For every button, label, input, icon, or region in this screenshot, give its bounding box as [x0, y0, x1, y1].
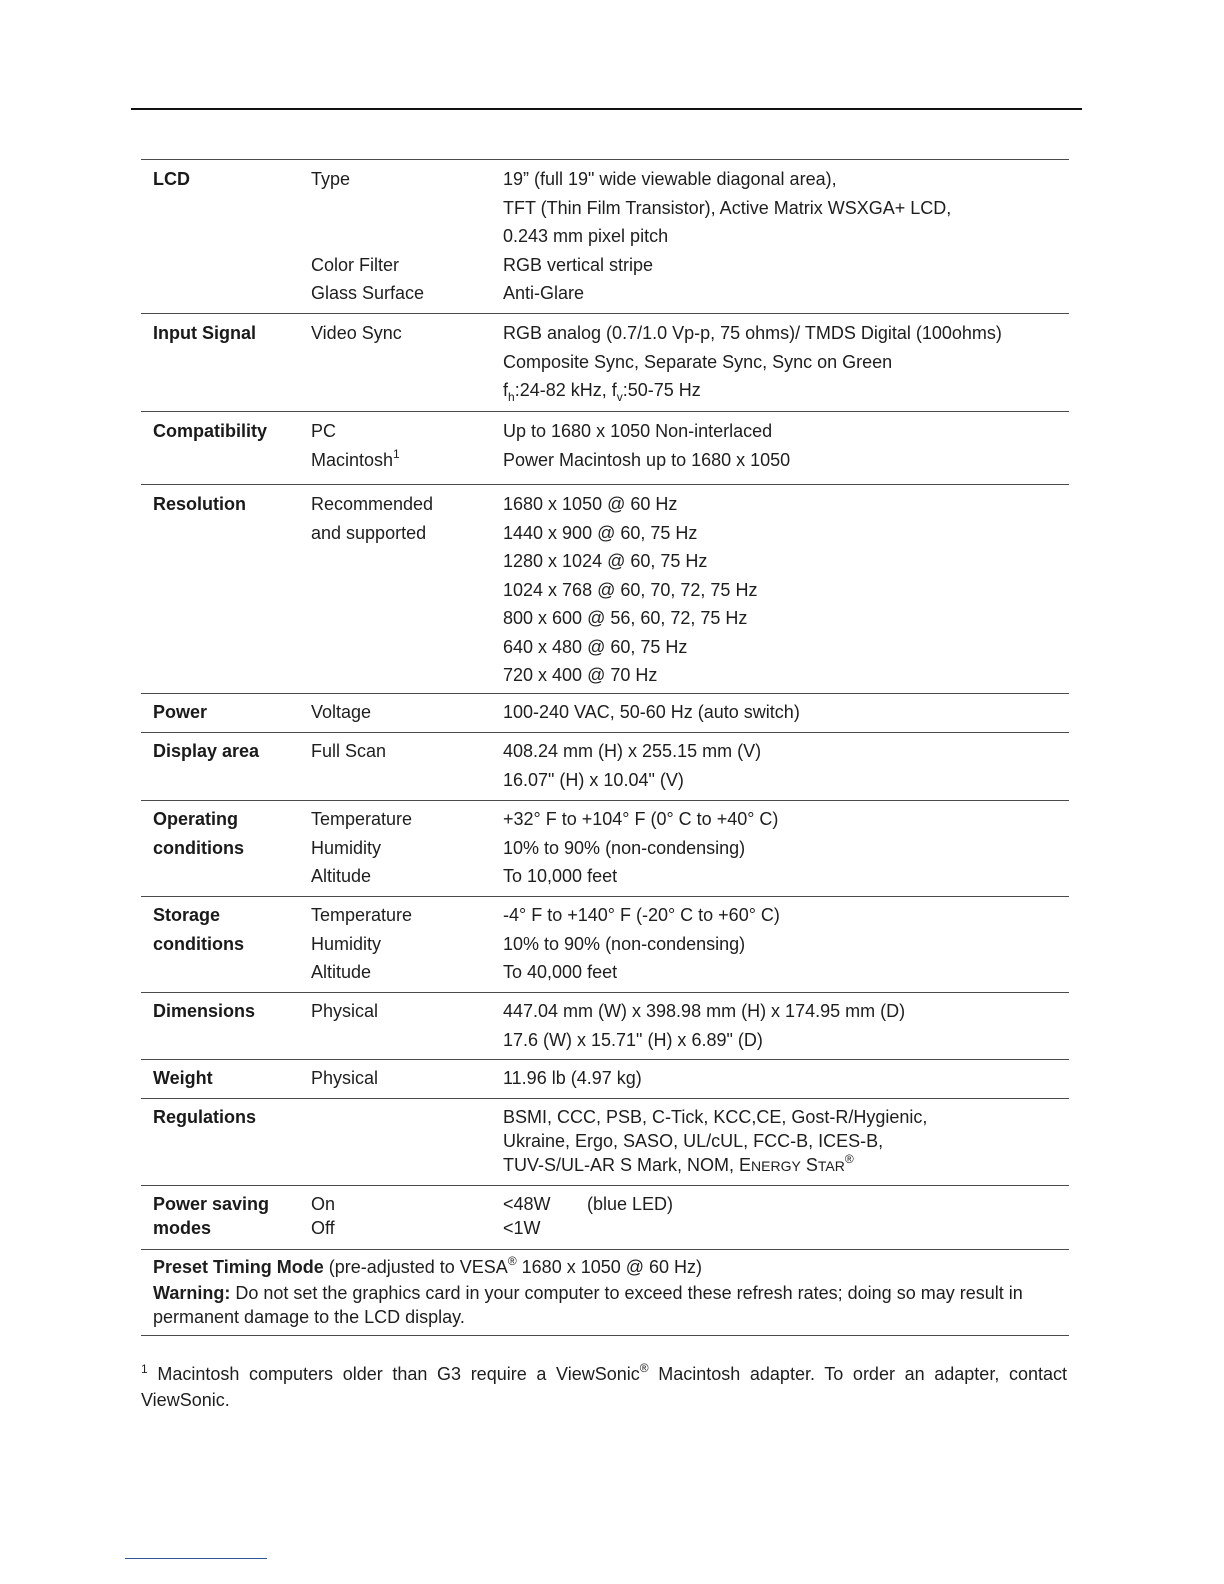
sub-label: Glass Surface: [311, 283, 425, 303]
frequency-line: $f_h:24-82$ kHz, $f_v:50-75$ Hz: [503, 380, 701, 404]
value-line: <48W (blue LED): [503, 1194, 674, 1214]
section-operating-conditions: [141, 800, 1069, 896]
warning-text: Warning: Do not set the graphics card in your computer to exceed these refresh rates; doing so may result in permanent damage to the LCD display.: [153, 1283, 1023, 1327]
section-label: Power: [153, 702, 208, 722]
value-line: TUV-S/UL-AR S Mark, NOM, ENERGY STAR®: [503, 1152, 854, 1175]
section-display-area: [141, 732, 1069, 800]
value-line: 408.24 mm (H) x 255.15 mm (V): [503, 741, 762, 761]
value-line: RGB vertical stripe: [503, 254, 654, 275]
header-rule: [131, 108, 1082, 110]
sub-label: Temperature: [311, 905, 413, 925]
value-line: 10% to 90% (non-condensing): [503, 837, 746, 858]
value-line: 800 x 600 @ 56, 60, 72, 75 Hz: [503, 608, 748, 628]
value-line: -4° F to +140° F (-20° C to +60° C): [503, 905, 780, 925]
value-line: Anti-Glare: [503, 283, 585, 303]
specifications-table: [141, 159, 1069, 1336]
value-line: Power Macintosh up to 1680 x 1050: [503, 449, 791, 470]
sub-label: Full Scan: [311, 741, 387, 761]
section-regulations: [141, 1098, 1069, 1185]
footnote-marker: 1: [393, 446, 400, 461]
sub-label: Temperature: [311, 809, 413, 829]
value-line: Composite Sync, Separate Sync, Sync on Green: [503, 351, 893, 372]
sub-label: Color Filter: [311, 254, 400, 275]
sub-label: Video Sync: [311, 323, 402, 343]
sub-label: On: [311, 1194, 336, 1214]
section-label: Compatibility: [153, 421, 268, 441]
value-line: +32° F to +104° F (0° C to +40° C): [503, 809, 779, 829]
value-line: 720 x 400 @ 70 Hz: [503, 665, 658, 685]
value-line: 17.6 (W) x 15.71" (H) x 6.89" (D): [503, 1029, 763, 1050]
value-line: BSMI, CCC, PSB, C-Tick, KCC,CE, Gost-R/Hygienic,: [503, 1107, 928, 1127]
value-line: 1680 x 1050 @ 60 Hz: [503, 494, 678, 514]
sub-label: Humidity: [311, 933, 382, 954]
sub-label: PC: [311, 421, 337, 441]
sub-label: Humidity: [311, 837, 382, 858]
sub-label: and supported: [311, 522, 427, 543]
section-dimensions: [141, 992, 1069, 1059]
section-label: Resolution: [153, 494, 246, 514]
section-power: [141, 693, 1069, 732]
sub-label: Off: [311, 1218, 335, 1238]
sub-label: Physical: [311, 1001, 379, 1021]
value-line: 0.243 mm pixel pitch: [503, 226, 669, 246]
value-line: 447.04 mm (W) x 398.98 mm (H) x 174.95 mm (D): [503, 1001, 906, 1021]
section-label: Regulations: [153, 1107, 257, 1127]
value-line: 100-240 VAC, 50-60 Hz (auto switch): [503, 702, 800, 722]
section-label: Power saving modes: [153, 1194, 270, 1238]
value-line: 640 x 480 @ 60, 75 Hz: [503, 636, 688, 657]
value-line: Up to 1680 x 1050 Non-interlaced: [503, 421, 773, 441]
section-input-signal: [141, 313, 1069, 411]
section-label: Dimensions: [153, 1001, 256, 1021]
energy-star-mark: ENERGY STAR®: [739, 1152, 854, 1175]
value-line: 11.96 lb (4.97 kg): [503, 1068, 642, 1088]
section-label: LCD: [153, 169, 190, 189]
value-line: 1280 x 1024 @ 60, 75 Hz: [503, 551, 708, 571]
section-label: Input Signal: [153, 323, 256, 343]
value-line: Ukraine, Ergo, SASO, UL/cUL, FCC-B, ICES-B,: [503, 1131, 884, 1151]
sub-label: Altitude: [311, 962, 372, 982]
section-power-saving: [141, 1185, 1069, 1249]
sub-label: Physical: [311, 1068, 379, 1088]
footnote: $^1$ Macintosh computers older than G3 require a ViewSonic® Macintosh adapter. To order an adapter, contact ViewSonic.: [141, 1361, 1067, 1410]
section-lcd: [141, 159, 1069, 313]
value-line: To 10,000 feet: [503, 866, 618, 886]
preset-timing-line: Preset Timing Mode (pre-adjusted to VESA® 1680 x 1050 @ 60 Hz): [153, 1254, 703, 1277]
value-line: 10% to 90% (non-condensing): [503, 933, 746, 954]
value-line: 16.07" (H) x 10.04" (V): [503, 769, 684, 790]
section-weight: [141, 1059, 1069, 1098]
value-line: 1024 x 768 @ 60, 70, 72, 75 Hz: [503, 579, 758, 600]
value-line: To 40,000 feet: [503, 962, 618, 982]
sub-label: Type: [311, 169, 351, 189]
sub-label: Recommended: [311, 494, 434, 514]
value-line: 19” (full 19" wide viewable diagonal area),: [503, 169, 837, 189]
section-label: Storage conditions: [153, 905, 244, 954]
value-line: RGB analog (0.7/1.0 Vp-p, 75 ohms)/ TMDS Digital (100ohms): [503, 323, 1002, 343]
value-line: 1440 x 900 @ 60, 75 Hz: [503, 522, 698, 543]
section-label: Weight: [153, 1068, 213, 1088]
section-preset-timing: [141, 1249, 1069, 1336]
value-line: <1W: [503, 1218, 541, 1238]
value-line: TFT (Thin Film Transistor), Active Matrix WSXGA+ LCD,: [503, 197, 952, 218]
sub-label: Macintosh$^1$: [311, 446, 400, 470]
sub-label: Altitude: [311, 866, 372, 886]
section-resolution: [141, 484, 1069, 693]
section-compatibility: [141, 411, 1069, 484]
section-label: Operating conditions: [153, 809, 244, 858]
section-storage-conditions: [141, 896, 1069, 992]
section-label: Display area: [153, 741, 260, 761]
sub-label: Voltage: [311, 702, 372, 722]
footer-rule: [125, 1558, 267, 1559]
